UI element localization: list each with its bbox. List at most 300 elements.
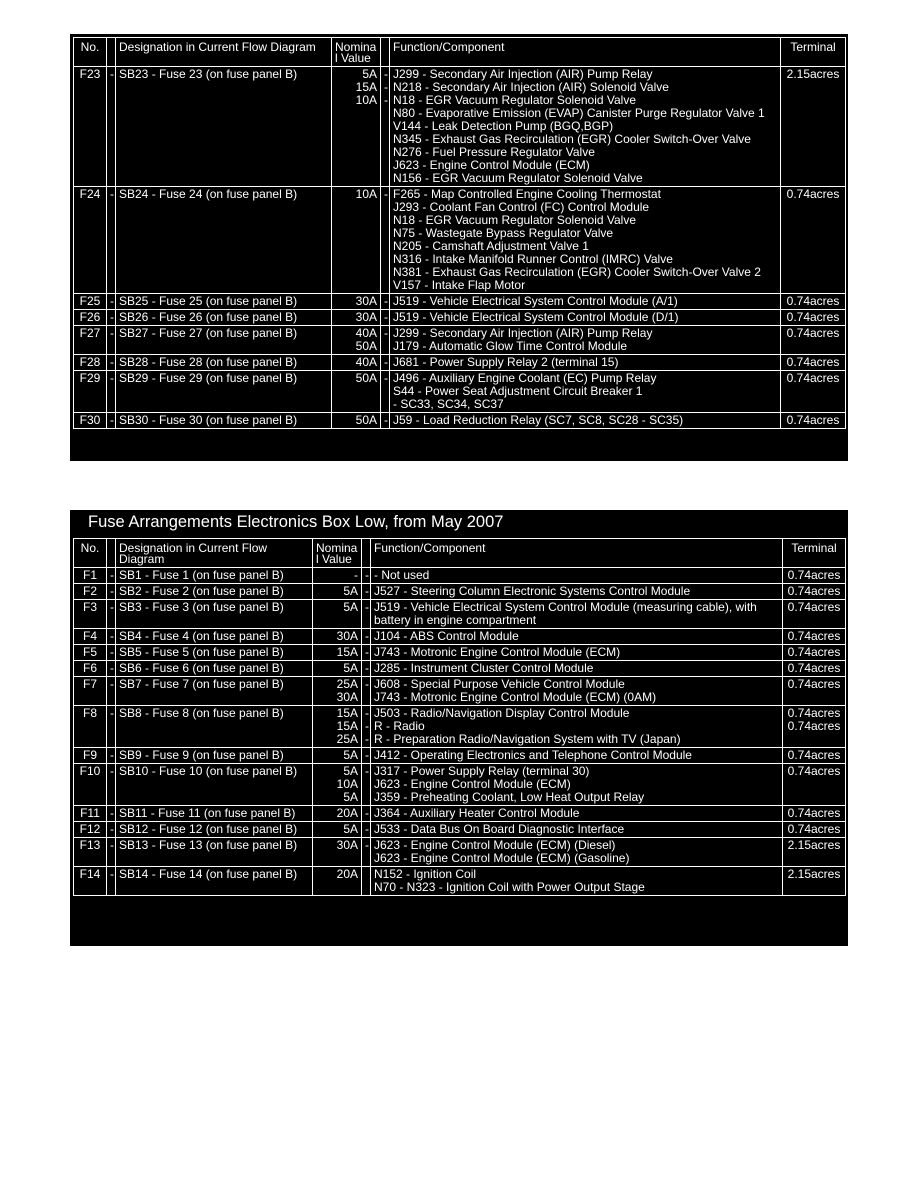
terminal-cell [783, 629, 846, 645]
table-header-row [74, 38, 846, 67]
table-row [74, 629, 846, 645]
function-component: J623 - Engine Control Module (ECM) [374, 777, 571, 791]
fuse-designation: SB26 - Fuse 26 (on fuse panel B) [116, 310, 332, 326]
function-component: N75 - Wastegate Bypass Regulator Valve [393, 226, 614, 240]
nominal-value: 40A [355, 355, 377, 369]
terminal-cell [783, 568, 846, 584]
terminal-value: 0.74acres [786, 355, 840, 369]
function-component-cell [371, 600, 783, 629]
nominal-value: 30A [336, 629, 358, 643]
terminal-cell [783, 748, 846, 764]
table-body [74, 568, 846, 896]
nominal-value: 40A [355, 326, 377, 340]
separator-dash: - [107, 806, 116, 822]
terminal-value: 0.74acres [787, 748, 841, 762]
separator-dash-cell [381, 413, 390, 429]
fuse-number: F27 [74, 326, 107, 355]
terminal-value: 0.74acres [787, 822, 841, 836]
separator-dash: - [365, 629, 369, 643]
terminal-cell [783, 806, 846, 822]
table-row [74, 310, 846, 326]
function-component-cell [371, 806, 783, 822]
function-component: J623 - Engine Control Module (ECM) (Diesel) [374, 838, 616, 852]
separator-dash: - [365, 584, 369, 598]
separator-dash: - [365, 732, 369, 746]
function-component: S44 - Power Seat Adjustment Circuit Breaker 1 [393, 384, 643, 398]
function-component-cell [390, 371, 781, 413]
separator-dash: - [107, 326, 116, 355]
fuse-designation: SB14 - Fuse 14 (on fuse panel B) [116, 867, 313, 896]
fuse-number: F3 [74, 600, 107, 629]
table-row [74, 600, 846, 629]
nominal-value-cell [313, 584, 362, 600]
nominal-value-cell [332, 294, 381, 310]
terminal-cell [781, 67, 846, 187]
header-terminal: Terminal [783, 539, 846, 568]
nominal-value-cell [313, 838, 362, 867]
separator-dash: - [384, 294, 388, 308]
table-row [74, 355, 846, 371]
separator-dash-cell [381, 67, 390, 187]
terminal-value: 0.74acres [787, 764, 841, 778]
nominal-value: 30A [355, 294, 377, 308]
separator-dash: - [384, 80, 388, 94]
nominal-value-cell [313, 677, 362, 706]
separator-dash: - [107, 187, 116, 294]
terminal-cell [783, 600, 846, 629]
separator-dash-cell [381, 371, 390, 413]
table-row [74, 838, 846, 867]
terminal-value: 0.74acres [786, 187, 840, 201]
nominal-value: 5A [343, 661, 358, 675]
separator-dash-cell [362, 600, 371, 629]
function-component-cell [371, 764, 783, 806]
terminal-cell [783, 584, 846, 600]
separator-dash-cell [362, 661, 371, 677]
header-designation: Designation in Current Flow Diagram [116, 539, 313, 568]
header-spacer [381, 38, 390, 67]
separator-dash: - [107, 584, 116, 600]
separator-dash: - [384, 93, 388, 107]
fuse-designation: SB3 - Fuse 3 (on fuse panel B) [116, 600, 313, 629]
function-component: N70 - N323 - Ignition Coil with Power Output Stage [374, 880, 645, 894]
separator-dash-cell [362, 748, 371, 764]
function-component: J681 - Power Supply Relay 2 (terminal 15) [393, 355, 619, 369]
separator-dash: - [365, 600, 369, 614]
fuse-number: F12 [74, 822, 107, 838]
fuse-designation: SB7 - Fuse 7 (on fuse panel B) [116, 677, 313, 706]
terminal-value: 0.74acres [787, 600, 841, 614]
function-component: J104 - ABS Control Module [374, 629, 519, 643]
function-component-cell [371, 661, 783, 677]
separator-dash-cell [362, 568, 371, 584]
function-component-cell [390, 187, 781, 294]
separator-dash: - [384, 371, 388, 385]
function-component: - Not used [374, 568, 430, 582]
separator-dash [365, 691, 367, 704]
terminal-value: 0.74acres [787, 584, 841, 598]
separator-dash-cell [381, 187, 390, 294]
function-component: J503 - Radio/Navigation Display Control Module [374, 706, 630, 720]
nominal-value: 5A [362, 67, 377, 81]
fuse-designation: SB11 - Fuse 11 (on fuse panel B) [116, 806, 313, 822]
separator-dash-cell [362, 867, 371, 896]
fuse-designation: SB13 - Fuse 13 (on fuse panel B) [116, 838, 313, 867]
function-component-cell [371, 867, 783, 896]
function-component: J519 - Vehicle Electrical System Control Module (measuring cable), with battery in engine compartment [374, 600, 757, 627]
nominal-value: 50A [355, 413, 377, 427]
nominal-value: 15A [336, 645, 358, 659]
table-header-row [74, 539, 846, 568]
fuse-designation: SB2 - Fuse 2 (on fuse panel B) [116, 584, 313, 600]
nominal-value-cell [332, 413, 381, 429]
table-row [74, 568, 846, 584]
separator-dash-cell [362, 706, 371, 748]
function-component: J317 - Power Supply Relay (terminal 30) [374, 764, 590, 778]
function-component: J519 - Vehicle Electrical System Control Module (D/1) [393, 310, 679, 324]
nominal-value-cell [332, 326, 381, 355]
fuse-table-2 [73, 538, 846, 896]
nominal-value: 15A [336, 706, 358, 720]
fuse-number: F28 [74, 355, 107, 371]
function-component: N316 - Intake Manifold Runner Control (IMRC) Valve [393, 252, 673, 266]
fuse-designation: SB12 - Fuse 12 (on fuse panel B) [116, 822, 313, 838]
separator-dash-cell [381, 310, 390, 326]
function-component: R - Preparation Radio/Navigation System with TV (Japan) [374, 732, 681, 746]
function-component-cell [390, 310, 781, 326]
function-component: - SC33, SC34, SC37 [393, 397, 504, 411]
nominal-value-cell [332, 187, 381, 294]
nominal-value: 5A [343, 600, 358, 614]
separator-dash: - [107, 706, 116, 748]
fuse-number: F11 [74, 806, 107, 822]
function-component: F265 - Map Controlled Engine Cooling Thermostat [393, 187, 661, 201]
fuse-number: F26 [74, 310, 107, 326]
table-row [74, 413, 846, 429]
nominal-value: 30A [336, 690, 358, 704]
function-component: J59 - Load Reduction Relay (SC7, SC8, SC28 - SC35) [393, 413, 684, 427]
separator-dash: - [384, 310, 388, 324]
fuse-table-panel-2 [70, 510, 848, 946]
separator-dash-cell [362, 677, 371, 706]
fuse-designation: SB24 - Fuse 24 (on fuse panel B) [116, 187, 332, 294]
function-component-cell [371, 748, 783, 764]
fuse-designation: SB4 - Fuse 4 (on fuse panel B) [116, 629, 313, 645]
fuse-number: F4 [74, 629, 107, 645]
separator-dash [384, 340, 386, 353]
separator-dash [365, 868, 367, 881]
nominal-value: 5A [343, 584, 358, 598]
terminal-cell [783, 838, 846, 867]
nominal-value-cell [313, 706, 362, 748]
separator-dash-cell [362, 629, 371, 645]
nominal-value: 15A [355, 80, 377, 94]
terminal-cell [781, 187, 846, 294]
terminal-value: 0.74acres [786, 294, 840, 308]
fuse-designation: SB10 - Fuse 10 (on fuse panel B) [116, 764, 313, 806]
function-component-cell [371, 822, 783, 838]
terminal-cell [783, 661, 846, 677]
table-row [74, 645, 846, 661]
fuse-number: F24 [74, 187, 107, 294]
header-no: No. [74, 38, 107, 67]
function-component-cell [371, 629, 783, 645]
fuse-designation: SB29 - Fuse 29 (on fuse panel B) [116, 371, 332, 413]
separator-dash: - [365, 645, 369, 659]
header-nominal-value-line2: l Value [335, 51, 371, 65]
separator-dash [365, 791, 367, 804]
table-row [74, 706, 846, 748]
function-component: J527 - Steering Column Electronic Systems Control Module [374, 584, 691, 598]
nominal-value-cell [313, 806, 362, 822]
fuse-designation: SB30 - Fuse 30 (on fuse panel B) [116, 413, 332, 429]
fuse-designation: SB8 - Fuse 8 (on fuse panel B) [116, 706, 313, 748]
separator-dash: - [107, 661, 116, 677]
separator-dash: - [107, 413, 116, 429]
fuse-table-panel-1 [70, 34, 848, 461]
separator-dash: - [365, 661, 369, 675]
header-nominal-value-line1: Nomina [335, 40, 377, 54]
separator-dash: - [107, 748, 116, 764]
nominal-value: 5A [343, 764, 358, 778]
nominal-value: 5A [343, 790, 358, 804]
nominal-value-cell [313, 822, 362, 838]
separator-dash: - [107, 568, 116, 584]
function-component: J743 - Motronic Engine Control Module (ECM) [374, 645, 621, 659]
separator-dash: - [107, 371, 116, 413]
terminal-cell [781, 355, 846, 371]
function-component-cell [371, 568, 783, 584]
function-component-cell [390, 67, 781, 187]
terminal-cell [783, 677, 846, 706]
fuse-number: F5 [74, 645, 107, 661]
fuse-number: F8 [74, 706, 107, 748]
terminal-cell [781, 326, 846, 355]
table-row [74, 661, 846, 677]
table-row [74, 371, 846, 413]
nominal-value: 30A [355, 310, 377, 324]
separator-dash-cell [362, 584, 371, 600]
separator-dash: - [107, 838, 116, 867]
function-component: J533 - Data Bus On Board Diagnostic Interface [374, 822, 625, 836]
fuse-table-1 [73, 37, 846, 429]
table-row [74, 677, 846, 706]
nominal-value-cell [332, 67, 381, 187]
header-nominal-value-line1: Nomina [316, 541, 358, 555]
function-component: J359 - Preheating Coolant, Low Heat Output Relay [374, 790, 645, 804]
terminal-value: 2.15acres [787, 838, 841, 852]
separator-dash: - [365, 719, 369, 733]
separator-dash: - [107, 310, 116, 326]
nominal-value-cell [313, 764, 362, 806]
function-component: N205 - Camshaft Adjustment Valve 1 [393, 239, 589, 253]
function-component-cell [371, 645, 783, 661]
separator-dash: - [384, 326, 388, 340]
function-component: J293 - Coolant Fan Control (FC) Control Module [393, 200, 650, 214]
fuse-designation: SB1 - Fuse 1 (on fuse panel B) [116, 568, 313, 584]
table-row [74, 294, 846, 310]
function-component: J179 - Automatic Glow Time Control Module [393, 339, 628, 353]
separator-dash: - [365, 568, 369, 582]
terminal-cell [781, 413, 846, 429]
nominal-value: 20A [336, 867, 358, 881]
nominal-value: 5A [343, 822, 358, 836]
function-component: J299 - Secondary Air Injection (AIR) Pump Relay [393, 67, 653, 81]
separator-dash-cell [362, 645, 371, 661]
separator-dash: - [365, 764, 369, 778]
nominal-value: 30A [336, 838, 358, 852]
terminal-cell [781, 294, 846, 310]
separator-dash: - [107, 645, 116, 661]
terminal-value: 0.74acres [787, 719, 841, 733]
nominal-value-cell [313, 748, 362, 764]
terminal-value: 0.74acres [787, 806, 841, 820]
separator-dash: - [107, 294, 116, 310]
separator-dash-cell [381, 355, 390, 371]
nominal-value: 25A [336, 677, 358, 691]
function-component-cell [371, 677, 783, 706]
fuse-number: F2 [74, 584, 107, 600]
table-row [74, 326, 846, 355]
fuse-number: F29 [74, 371, 107, 413]
separator-dash-cell [381, 294, 390, 310]
nominal-value-cell [332, 371, 381, 413]
nominal-value-cell [313, 629, 362, 645]
function-component: N18 - EGR Vacuum Regulator Solenoid Valve [393, 213, 637, 227]
separator-dash: - [365, 748, 369, 762]
table-body [74, 67, 846, 429]
fuse-designation: SB28 - Fuse 28 (on fuse panel B) [116, 355, 332, 371]
separator-dash: - [365, 838, 369, 852]
terminal-cell [781, 310, 846, 326]
function-component: V144 - Leak Detection Pump (BGQ,BGP) [393, 119, 614, 133]
function-component: N80 - Evaporative Emission (EVAP) Canister Purge Regulator Valve 1 [393, 106, 765, 120]
table-row [74, 822, 846, 838]
header-terminal: Terminal [781, 38, 846, 67]
terminal-cell [783, 764, 846, 806]
separator-dash-cell [362, 764, 371, 806]
function-component-cell [371, 584, 783, 600]
function-component: J496 - Auxiliary Engine Coolant (EC) Pump Relay [393, 371, 657, 385]
terminal-cell [781, 371, 846, 413]
terminal-value: 0.74acres [786, 371, 840, 385]
table-row [74, 806, 846, 822]
function-component: J623 - Engine Control Module (ECM) (Gasoline) [374, 851, 630, 865]
separator-dash: - [107, 867, 116, 896]
function-component: J519 - Vehicle Electrical System Control Module (A/1) [393, 294, 678, 308]
separator-dash: - [107, 355, 116, 371]
table-row [74, 187, 846, 294]
nominal-value: 20A [336, 806, 358, 820]
function-component-cell [371, 838, 783, 867]
function-component-cell [390, 355, 781, 371]
function-component: J285 - Instrument Cluster Control Module [374, 661, 594, 675]
function-component: N152 - Ignition Coil [374, 867, 477, 881]
separator-dash: - [365, 677, 369, 691]
nominal-value-cell [313, 568, 362, 584]
nominal-value: 50A [355, 339, 377, 353]
nominal-value: 10A [336, 777, 358, 791]
fuse-designation: SB6 - Fuse 6 (on fuse panel B) [116, 661, 313, 677]
separator-dash: - [384, 187, 388, 201]
table-title: Fuse Arrangements Electronics Box Low, from May 2007 [88, 513, 504, 531]
separator-dash: - [107, 677, 116, 706]
fuse-number: F30 [74, 413, 107, 429]
table-row [74, 764, 846, 806]
function-component: V157 - Intake Flap Motor [393, 278, 526, 292]
separator-dash: - [365, 706, 369, 720]
function-component: N156 - EGR Vacuum Regulator Solenoid Valve [393, 171, 643, 185]
separator-dash: - [107, 67, 116, 187]
function-component: N276 - Fuel Pressure Regulator Valve [393, 145, 595, 159]
function-component: N18 - EGR Vacuum Regulator Solenoid Valve [393, 93, 637, 107]
terminal-value: 2.15acres [786, 67, 840, 81]
header-designation: Designation in Current Flow Diagram [116, 38, 332, 67]
fuse-designation: SB5 - Fuse 5 (on fuse panel B) [116, 645, 313, 661]
separator-dash: - [107, 764, 116, 806]
nominal-value: 10A [355, 187, 377, 201]
header-nominal-value-line2: l Value [316, 552, 352, 566]
nominal-value: 50A [355, 371, 377, 385]
separator-dash-cell [362, 822, 371, 838]
header-nominal-value [332, 38, 381, 67]
function-component: J364 - Auxiliary Heater Control Module [374, 806, 580, 820]
function-component: J299 - Secondary Air Injection (AIR) Pump Relay [393, 326, 653, 340]
nominal-value-cell [313, 645, 362, 661]
function-component: R - Radio [374, 719, 425, 733]
nominal-value: 10A [355, 93, 377, 107]
function-component-cell [371, 706, 783, 748]
fuse-number: F13 [74, 838, 107, 867]
terminal-value: 0.74acres [787, 661, 841, 675]
terminal-value: 0.74acres [786, 326, 840, 340]
header-function: Function/Component [390, 38, 781, 67]
function-component: N218 - Secondary Air Injection (AIR) Solenoid Valve [393, 80, 669, 94]
nominal-value: - [354, 568, 358, 582]
fuse-number: F9 [74, 748, 107, 764]
fuse-designation: SB9 - Fuse 9 (on fuse panel B) [116, 748, 313, 764]
fuse-designation: SB27 - Fuse 27 (on fuse panel B) [116, 326, 332, 355]
header-nominal-value [313, 539, 362, 568]
nominal-value: 5A [343, 748, 358, 762]
terminal-value: 0.74acres [787, 568, 841, 582]
terminal-cell [783, 867, 846, 896]
function-component: N381 - Exhaust Gas Recirculation (EGR) Cooler Switch-Over Valve 2 [393, 265, 761, 279]
nominal-value-cell [332, 310, 381, 326]
function-component: J623 - Engine Control Module (ECM) [393, 158, 590, 172]
separator-dash: - [384, 355, 388, 369]
terminal-value: 0.74acres [787, 645, 841, 659]
fuse-number: F6 [74, 661, 107, 677]
fuse-designation: SB23 - Fuse 23 (on fuse panel B) [116, 67, 332, 187]
fuse-designation: SB25 - Fuse 25 (on fuse panel B) [116, 294, 332, 310]
nominal-value-cell [313, 661, 362, 677]
table-row [74, 67, 846, 187]
header-spacer [362, 539, 371, 568]
function-component-cell [390, 326, 781, 355]
separator-dash-cell [381, 326, 390, 355]
function-component-cell [390, 413, 781, 429]
function-component: N345 - Exhaust Gas Recirculation (EGR) Cooler Switch-Over Valve [393, 132, 751, 146]
fuse-number: F7 [74, 677, 107, 706]
terminal-value: 0.74acres [787, 629, 841, 643]
separator-dash: - [107, 629, 116, 645]
separator-dash-cell [362, 838, 371, 867]
function-component-cell [390, 294, 781, 310]
terminal-value: 2.15acres [787, 867, 841, 881]
header-function: Function/Component [371, 539, 783, 568]
separator-dash: - [365, 822, 369, 836]
